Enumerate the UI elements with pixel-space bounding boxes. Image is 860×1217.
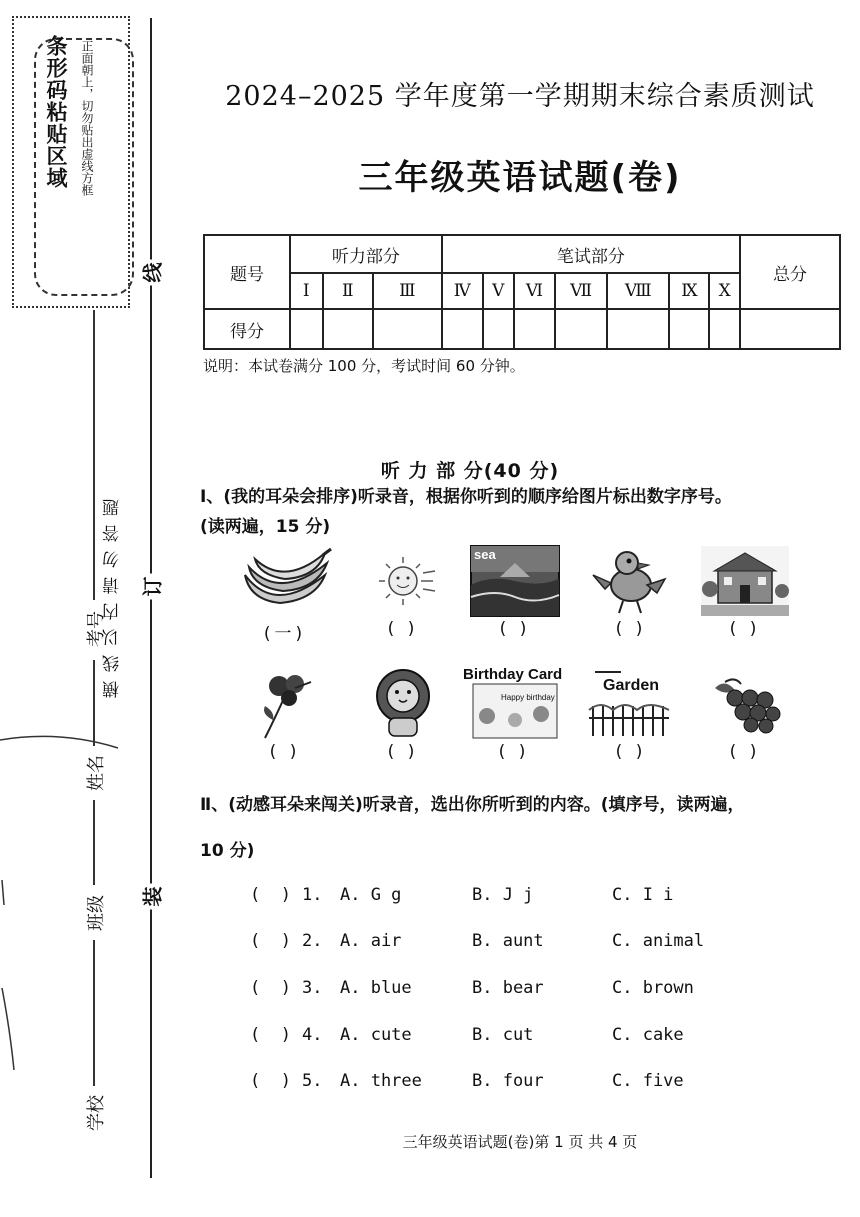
picture-item (458, 664, 570, 762)
question-row (250, 978, 850, 1002)
score-cell[interactable] (607, 309, 669, 349)
question-row (250, 1071, 850, 1095)
col-label: 题号 (204, 235, 290, 309)
barcode-note: 正面朝上，切勿贴出虚线方框 (80, 40, 94, 196)
numeral-3: Ⅲ (373, 273, 442, 309)
sea-icon (470, 545, 560, 617)
exam-number-line[interactable] (93, 310, 95, 600)
option-b: B. cut (472, 1025, 534, 1045)
picture-answer[interactable]: ( ) (615, 742, 647, 762)
question-row (250, 931, 850, 955)
bananas-icon (235, 545, 335, 617)
answer-blank[interactable]: ( ) (250, 931, 291, 951)
q2-title: Ⅱ、(动感耳朵来闯关)听录音，选出你所听到的内容。(填序号，读两遍， (200, 795, 745, 815)
option-b: B. J j (472, 885, 534, 905)
listening-heading: 听 力 部 分(40 分) (380, 460, 560, 482)
numeral-5: Ⅴ (483, 273, 514, 309)
grapes-icon (695, 668, 795, 740)
exam-title: 2024–2025 学年度第一学期期末综合素质测试 (225, 81, 815, 112)
garden-icon (581, 666, 681, 740)
picture-item (576, 545, 686, 639)
option-b: B. four (472, 1071, 544, 1091)
exam-note: 说明：本试卷满分 100 分，考试时间 60 分钟。 (203, 357, 525, 375)
scan-artifact-curve (0, 720, 120, 1080)
picture-item (576, 666, 686, 762)
answer-blank[interactable]: ( ) (250, 1025, 291, 1045)
margin-warning: 横线以内请勿答题 (103, 490, 123, 698)
option-c: C. cake (612, 1025, 684, 1045)
option-a: A. three (340, 1071, 422, 1091)
score-cell[interactable] (709, 309, 740, 349)
option-c: C. animal (612, 931, 705, 951)
bind-mark-staple: 订 (137, 574, 166, 600)
picture-item (690, 545, 800, 639)
numeral-2: Ⅱ (323, 273, 374, 309)
sea-caption: sea (474, 547, 496, 562)
subject-title: 三年级英语试题(卷) (358, 158, 682, 198)
question-number: 2. (302, 931, 323, 951)
answer-blank[interactable]: ( ) (250, 885, 291, 905)
score-cell[interactable] (290, 309, 323, 349)
option-c: C. I i (612, 885, 674, 905)
birthday-card-caption: Birthday Card (463, 666, 563, 683)
picture-item (230, 668, 340, 762)
option-a: A. air (340, 931, 402, 951)
picture-item (690, 668, 800, 762)
option-a: A. cute (340, 1025, 412, 1045)
garden-caption: Garden (603, 677, 660, 694)
question-number: 4. (302, 1025, 323, 1045)
bird-icon (581, 545, 681, 617)
numeral-8: Ⅷ (607, 273, 669, 309)
score-cell[interactable] (442, 309, 483, 349)
numeral-9: Ⅸ (669, 273, 709, 309)
writing-header: 笔试部分 (442, 235, 740, 273)
score-table (203, 234, 841, 350)
score-cell[interactable] (669, 309, 709, 349)
q1-subtitle: (读两遍，15 分) (200, 517, 331, 537)
picture-answer[interactable]: (一) (263, 624, 307, 644)
question-number: 5. (302, 1071, 323, 1091)
birthday-card-icon (461, 664, 567, 740)
option-a: A. blue (340, 978, 412, 998)
picture-answer[interactable]: ( ) (499, 619, 531, 639)
exam-number-label: 考号 (82, 602, 108, 656)
score-cell[interactable] (555, 309, 607, 349)
sun-icon (353, 545, 453, 617)
numeral-6: Ⅵ (514, 273, 555, 309)
numeral-1: Ⅰ (290, 273, 323, 309)
score-cell[interactable] (373, 309, 442, 349)
barcode-area (12, 16, 130, 308)
name-label: 姓名 (82, 746, 108, 800)
picture-answer[interactable]: ( ) (387, 619, 419, 639)
option-a: A. G g (340, 885, 402, 905)
picture-item (348, 668, 458, 762)
listening-header: 听力部分 (290, 235, 442, 273)
numeral-10: Ⅹ (709, 273, 740, 309)
score-cell[interactable] (323, 309, 374, 349)
score-cell[interactable] (514, 309, 555, 349)
bind-mark-bind: 装 (137, 884, 166, 910)
total-score-cell[interactable] (740, 309, 840, 349)
question-row (250, 885, 850, 909)
birthday-card-text: Happy birthday (501, 693, 555, 702)
q2-subtitle: 10 分) (200, 841, 255, 861)
school-icon (700, 545, 790, 617)
picture-answer[interactable]: ( ) (269, 742, 301, 762)
option-c: C. five (612, 1071, 684, 1091)
option-c: C. brown (612, 978, 694, 998)
question-number: 3. (302, 978, 323, 998)
school-label: 学校 (82, 1086, 108, 1140)
picture-answer[interactable]: ( ) (729, 742, 761, 762)
option-b: B. bear (472, 978, 544, 998)
q1-title: Ⅰ、(我的耳朵会排序)听录音，根据你听到的顺序给图片标出数字序号。 (200, 487, 732, 507)
question-row (250, 1025, 850, 1049)
bind-mark-line: 线 (137, 260, 166, 286)
picture-item (460, 545, 570, 639)
lion-icon (353, 668, 453, 740)
score-cell[interactable] (483, 309, 514, 349)
option-b: B. aunt (472, 931, 544, 951)
picture-answer[interactable]: ( ) (615, 619, 647, 639)
picture-answer[interactable]: ( ) (729, 619, 761, 639)
total-header: 总分 (740, 235, 840, 309)
page-footer: 三年级英语试题(卷)第 1 页 共 4 页 (402, 1133, 638, 1151)
picture-answer[interactable]: ( ) (498, 742, 530, 762)
answer-blank[interactable]: ( ) (250, 978, 291, 998)
picture-item (230, 545, 340, 644)
answer-blank[interactable]: ( ) (250, 1071, 291, 1091)
barcode-title: 条形码粘贴区域 (44, 35, 68, 189)
flower-icon (235, 668, 335, 740)
class-label: 班级 (82, 886, 108, 940)
score-label: 得分 (204, 309, 290, 349)
picture-answer[interactable]: ( ) (387, 742, 419, 762)
numeral-7: Ⅶ (555, 273, 607, 309)
question-number: 1. (302, 885, 323, 905)
numeral-4: Ⅳ (442, 273, 483, 309)
picture-item (348, 545, 458, 639)
